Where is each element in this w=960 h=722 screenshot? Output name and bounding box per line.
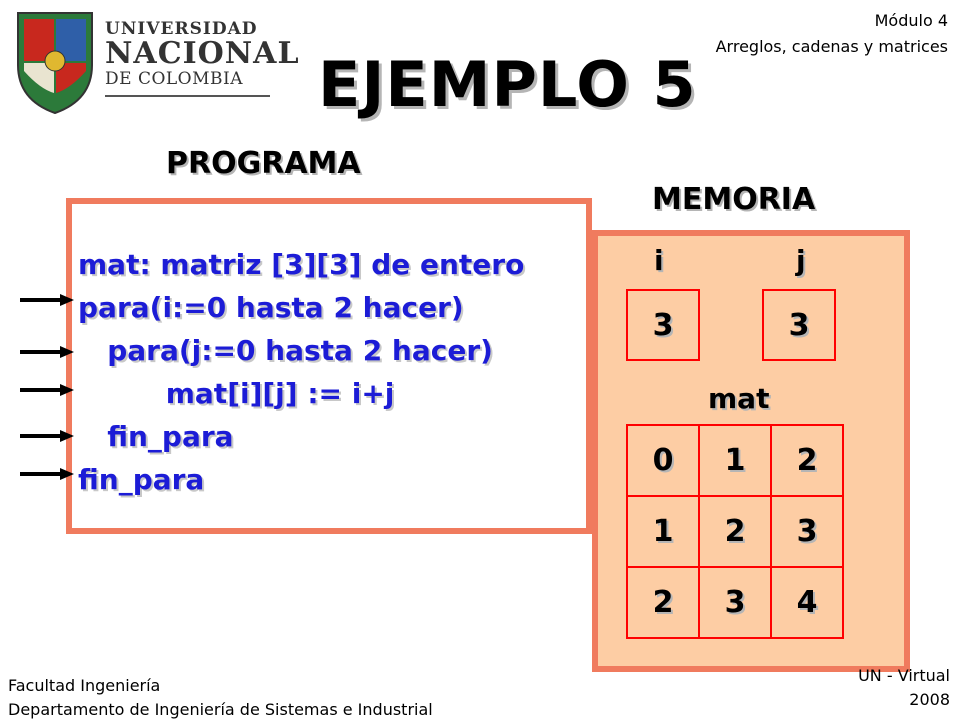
matrix-cell: 3 <box>698 566 772 639</box>
matrix-cell: 2 <box>698 495 772 568</box>
arrow-right-icon <box>20 346 74 358</box>
arrow-right-icon <box>20 294 74 306</box>
var-i-label: i <box>654 244 664 277</box>
arrow-right-icon <box>20 384 74 396</box>
var-j-cell: 3 <box>762 289 836 361</box>
page-title: EJEMPLO 5 <box>318 48 697 121</box>
footer-left <box>8 674 433 722</box>
logo-underline <box>105 95 270 97</box>
var-j-label: j <box>796 244 806 277</box>
code-line: mat: matriz [3][3] de entero <box>78 248 525 281</box>
matrix-cell: 2 <box>770 424 844 497</box>
matrix-cell: 4 <box>770 566 844 639</box>
module-info <box>716 8 948 60</box>
university-line3: DE COLOMBIA <box>105 69 244 89</box>
university-name <box>105 19 300 89</box>
university-logo <box>10 5 300 115</box>
shield-icon <box>10 5 100 115</box>
mat-label: mat <box>708 382 770 415</box>
un-virtual-label: UN - Virtual <box>858 666 950 685</box>
code-line: mat[i][j] := i+j <box>78 377 395 410</box>
module-subtitle: Arreglos, cadenas y matrices <box>715 37 948 56</box>
matrix-cell: 3 <box>770 495 844 568</box>
arrow-right-icon <box>20 468 74 480</box>
matrix-cell: 1 <box>626 495 700 568</box>
year-label: 2008 <box>909 690 950 709</box>
matrix-grid <box>626 424 846 640</box>
university-line2: NACIONAL <box>105 36 300 71</box>
matrix-cell: 2 <box>626 566 700 639</box>
code-line: para(i:=0 hasta 2 hacer) <box>78 291 464 324</box>
code-line: fin_para <box>78 463 205 496</box>
matrix-cell: 0 <box>626 424 700 497</box>
footer-right <box>858 664 950 712</box>
code-line: para(j:=0 hasta 2 hacer) <box>78 334 493 367</box>
program-heading: PROGRAMA <box>166 146 361 181</box>
module-label: Módulo 4 <box>874 11 948 30</box>
matrix-cell: 1 <box>698 424 772 497</box>
faculty-label: Facultad Ingeniería <box>8 676 161 695</box>
university-line1: UNIVERSIDAD <box>105 19 258 39</box>
var-i-cell: 3 <box>626 289 700 361</box>
code-line: fin_para <box>78 420 234 453</box>
memory-heading: MEMORIA <box>652 182 816 217</box>
department-label: Departamento de Ingeniería de Sistemas e Industrial <box>8 700 433 719</box>
arrow-right-icon <box>20 430 74 442</box>
